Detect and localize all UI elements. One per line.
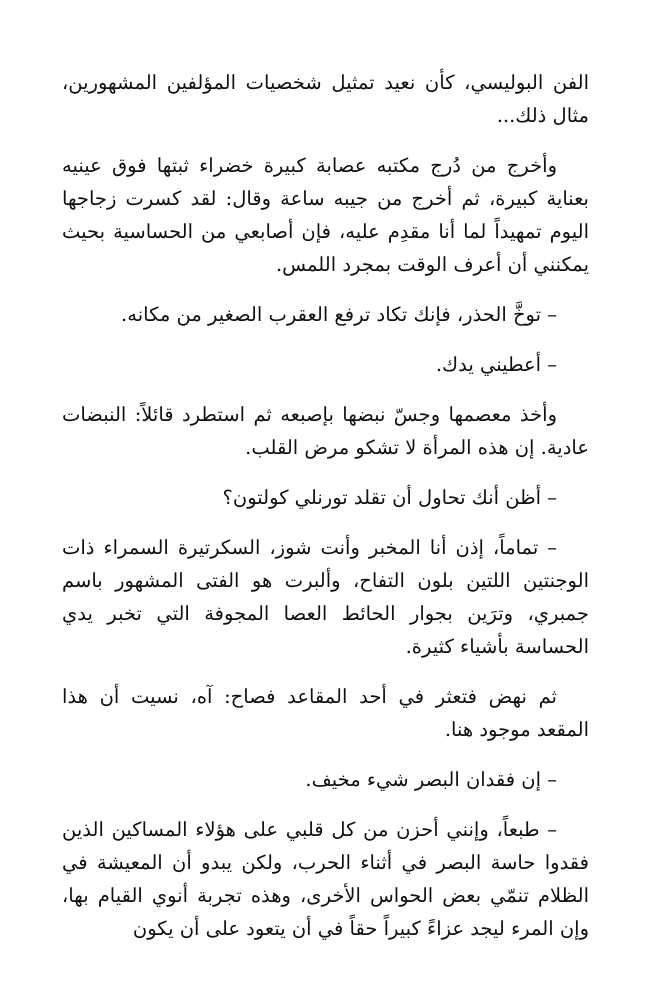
- paragraph-8: ثم نهض فتعثر في أحد المقاعد فصاح: آه، نسيت أن هذا المقعد موجود هنا.: [62, 685, 589, 741]
- paragraph-5: وأخذ معصمها وجسّ نبضها بإصبعه ثم استطرد قائلاً: النبضات عادية. إن هذه المرأة لا تشكو مرض القلب.: [62, 403, 589, 459]
- paragraph-1: الفن البوليسي، كأن نعيد تمثيل شخصيات المؤلفين المشهورين، مثال ذلك...: [62, 71, 589, 127]
- paragraph-9: – إن فقدان البصر شيء مخيف.: [305, 768, 557, 791]
- paragraph-3: – توخَّ الحذر، فإنك تكاد ترفع العقرب الصغير من مكانه.: [121, 303, 557, 326]
- paragraph-4: – أعطيني يدك.: [435, 353, 557, 376]
- paragraph-6: – أظن أنك تحاول أن تقلد تورنلي كولتون؟: [222, 486, 557, 509]
- paragraph-7: – تماماً، إذن أنا المخبر وأنت شوز، السكرتيرة السمراء ذات الوجنتين اللتين بلون التفاح، وألبرت هو الفتى المشهور باسم جمبري، وترَين بجوار الحائط العصا المجوفة التي تخبر يدي الحساسة بأشياء كثيرة.: [62, 536, 589, 658]
- paragraph-10: – طبعاً، وإنني أحزن من كل قلبي على هؤلاء المساكين الذين فقدوا حاسة البصر في أثناء الحرب، ولكن يبدو أن المعيشة في الظلام تنمّي بعض الحواس الأخرى، وهذه تجربة أنوي القيام بها، وإن المرء ليجد عزاءً كبيراً حقاً في أن يتعود على أن يكون: [62, 818, 589, 940]
- paragraph-2: وأخرج من دُرج مكتبه عصابة كبيرة خضراء ثبتها فوق عينيه بعناية كبيرة، ثم أخرج من جيبه ساعة وقال: لقد كسرت زجاجها اليوم تمهيداً لما أنا مقدِم عليه، فإن أصابعي من الحساسية بحيث يمكنني أن أعرف الوقت بمجرد اللمس.: [62, 154, 589, 276]
